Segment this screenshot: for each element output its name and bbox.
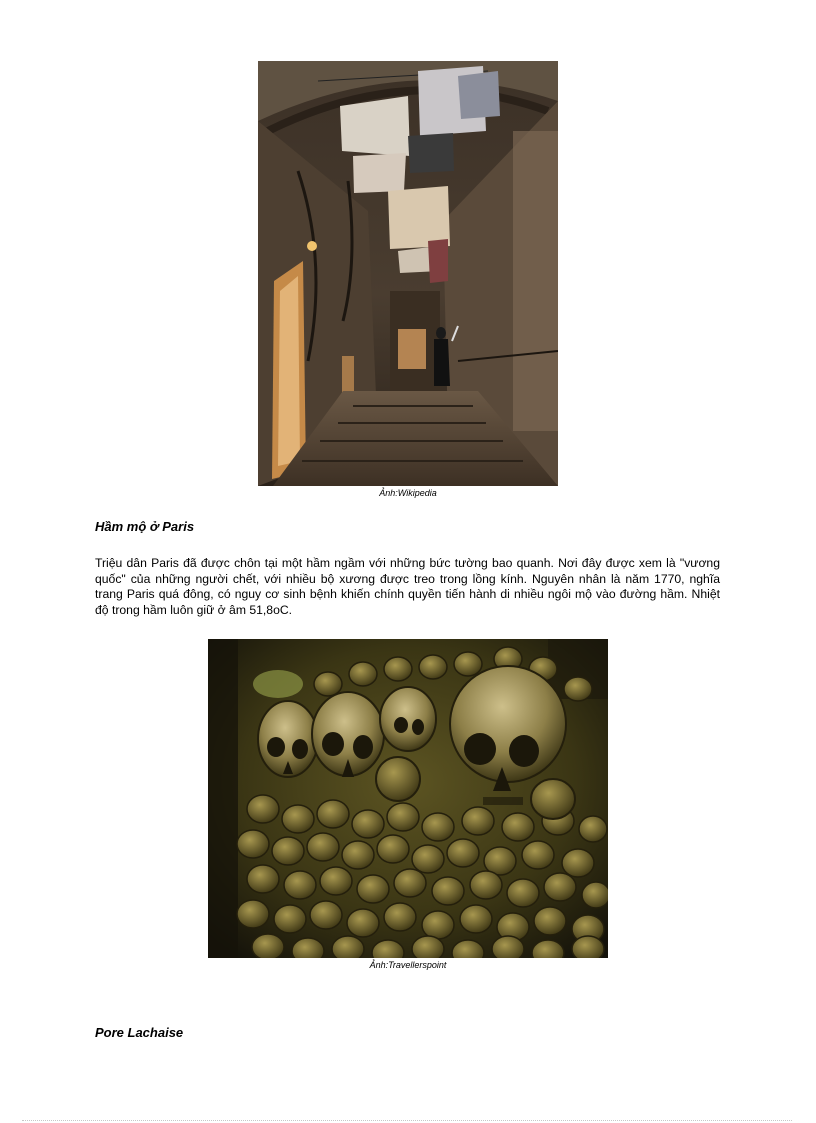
skulls-photo [208,639,608,958]
corridor-photo-caption: Ảnh:Wikipedia [379,488,437,498]
section-heading-pere-lachaise: Pore Lachaise [95,1025,184,1040]
page-bottom-divider [22,1120,792,1121]
corridor-photo [258,61,558,486]
skulls-photo-caption: Ảnh:Travellerspoint [369,960,447,970]
section-body-catacombs: Triệu dân Paris đã được chôn tại một hầm ngầm với những bức tường bao quanh. Nơi đây được xem là "vương quốc" của những người chết, với nhiều bộ xương được treo trong lồng kính. Nguyên nhân là năm 1770, nghĩa trang Paris quá đông, có nguy cơ sinh bệnh khiến chính quyền tiến hành di nhiều ngôi mộ vào đường hầm. Nhiệt độ trong hầm luôn giữ ở âm 51,8oC. [95,556,720,617]
section-heading-catacombs: Hầm mộ ở Paris [95,519,195,534]
